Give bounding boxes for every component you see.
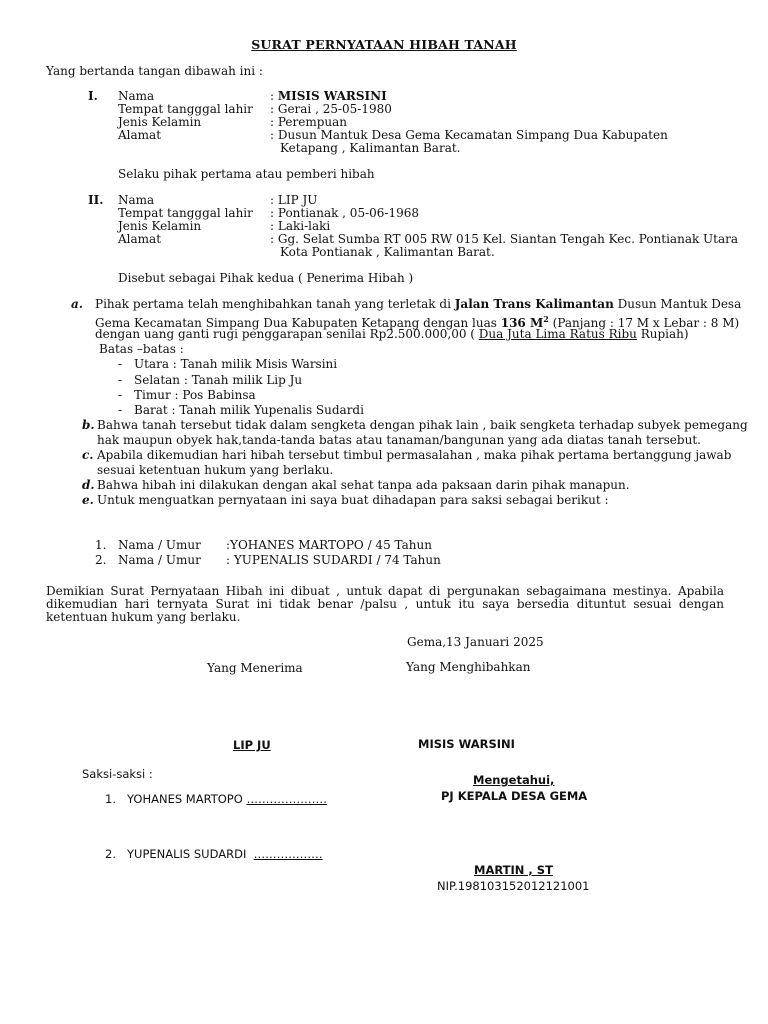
clause-a-line3-text: dengan uang ganti rugi penggarapan senilai Rp2.500.000,00 ( [95,327,479,341]
party-two-number: II. [88,193,104,207]
clause-a-location: Jalan Trans Kalimantan [454,297,614,311]
receiver-label: Yang Menerima [207,661,303,675]
batas-east: Timur : Pos Babinsa [134,388,256,402]
clause-e-line1: Untuk menguatkan pernyataan ini saya buat dihadapan para saksi sebagai berikut : [97,493,609,507]
party-one-name-value: MISIS WARSINI [277,89,387,103]
witness-value: :YOHANES MARTOPO / 45 Tahun [226,538,432,552]
party-one-address-value: : Dusun Mantuk Desa Gema Kecamatan Simpang Dua Kabupaten [270,128,668,142]
clause-a-line1-text: Pihak pertama telah menghibahkan tanah yang terletak di [95,297,455,311]
clause-e-letter: e. [82,493,94,507]
witness-sign-number: 2. [105,847,116,861]
clause-b-line2: hak maupun obyek hak,tanda-tanda batas atau tanaman/bangunan yang ada diatas tanah tersebut. [97,433,701,447]
clause-a-letter: a. [71,297,83,311]
party-one-address-label: Alamat [118,128,162,142]
batas-dash: - [118,373,123,387]
witness-number: 2. [95,553,107,567]
witness-number: 1. [95,538,107,552]
clause-a-amount-words: Dua Juta Lima Ratus Ribu [478,327,637,341]
witness-sign-name [127,848,323,861]
signature-line: ………………… [246,792,327,806]
clause-d-letter: d. [82,478,95,492]
batas-title: Batas –batas : [99,342,184,356]
clause-a-line3-end: Rupiah) [636,327,689,341]
giver-label: Yang Menghibahkan [406,660,531,674]
batas-west: Barat : Tanah milik Yupenalis Sudardi [134,403,364,417]
clause-a-area: 136 M [500,316,544,330]
party-one-birth-label: Tempat tangggal lahir [118,102,253,116]
witness-label: Nama / Umur [118,553,201,567]
clause-a-line1-end: Dusun Mantuk Desa [613,297,742,311]
party-two-role: Disebut sebagai Pihak kedua ( Penerima Hibah ) [118,271,414,285]
signature-line: ……………… [253,847,323,861]
village-head-title: PJ KEPALA DESA GEMA [441,789,588,803]
batas-dash: - [118,388,123,402]
party-two-gender-label: Jenis Kelamin [118,219,202,233]
party-two-birth-label: Tempat tangggal lahir [118,206,253,220]
clause-a-line2-text: Gema Kecamatan Simpang Dua Kabupaten Ketapang dengan luas [95,316,501,330]
clause-a-line3 [95,328,689,341]
giver-name: MISIS WARSINI [418,737,515,751]
party-two-address-label: Alamat [118,232,162,246]
party-one-name-label: Nama [118,89,155,103]
party-one-role: Selaku pihak pertama atau pemberi hibah [118,167,375,181]
clause-b-line1: Bahwa tanah tersebut tidak dalam sengketa dengan pihak lain , baik sengketa terhadap subyek pemegang [97,418,748,432]
clause-c-letter: c. [82,448,94,462]
party-two-address-value-line2: Kota Pontianak , Kalimantan Barat. [280,245,495,259]
party-two-birth-value: : Pontianak , 05-06-1968 [270,206,419,220]
date-place: Gema,13 Januari 2025 [407,635,544,649]
party-two-address-value: : Gg. Selat Sumba RT 005 RW 015 Kel. Siantan Tengah Kec. Pontianak Utara [270,232,739,246]
batas-south: Selatan : Tanah milik Lip Ju [134,373,303,387]
clause-a-dimensions: (Panjang : 17 M x Lebar : 8 M) [548,316,740,330]
clause-b-letter: b. [82,418,95,432]
party-two-name-value: : LIP JU [270,193,318,207]
intro-text: Yang bertanda tangan dibawah ini : [46,64,263,78]
clause-c-line2: sesuai ketentuan hukum yang berlaku. [97,463,334,477]
clause-a-line1 [95,298,741,311]
witness-label: Nama / Umur [118,538,201,552]
clause-a-area-sup: 2 [543,314,549,324]
village-head-nip: NIP.198103152012121001 [437,879,590,893]
party-one-gender-value: : Perempuan [270,115,348,129]
witness-sign-name [127,793,327,806]
batas-dash: - [118,403,123,417]
witness-value: : YUPENALIS SUDARDI / 74 Tahun [226,553,441,567]
witness-sign-number: 1. [105,792,116,806]
witness-sign-name-text: YOHANES MARTOPO [127,792,243,806]
party-one-gender-label: Jenis Kelamin [118,115,202,129]
batas-north: Utara : Tanah milik Misis Warsini [134,357,338,371]
party-one-number: I. [88,89,98,103]
party-one-birth-value: : Gerai , 25-05-1980 [270,102,392,116]
party-two-gender-value: : Laki-laki [270,219,331,233]
party-one-address-value-line2: Ketapang , Kalimantan Barat. [280,141,461,155]
clause-d-line1: Bahwa hibah ini dilakukan dengan akal sehat tanpa ada paksaan darin pihak manapun. [97,478,630,492]
witness-sign-name-text: YUPENALIS SUDARDI [127,847,247,861]
witnesses-title: Saksi-saksi : [82,767,153,781]
closing-paragraph: Demikian Surat Pernyataan Hibah ini dibuat , untuk dapat di pergunakan sebagaimana mestinya. Apabila dikemudian hari ternyata Surat ini tidak benar /palsu , untuk itu saya bersedia dituntut sesuai dengan ketentuan hukum yang berlaku. [46,584,724,624]
batas-dash: - [118,357,123,371]
village-head-name: MARTIN , ST [474,863,553,877]
mengetahui-label: Mengetahui, [473,773,555,787]
party-two-name-label: Nama [118,193,155,207]
receiver-name: LIP JU [233,738,271,752]
party-one-name-colon: : [270,89,278,103]
clause-c-line1: Apabila dikemudian hari hibah tersebut timbul permasalahan , maka pihak pertama bertanggung jawab [97,448,732,462]
document-title: SURAT PERNYATAAN HIBAH TANAH [251,37,517,52]
